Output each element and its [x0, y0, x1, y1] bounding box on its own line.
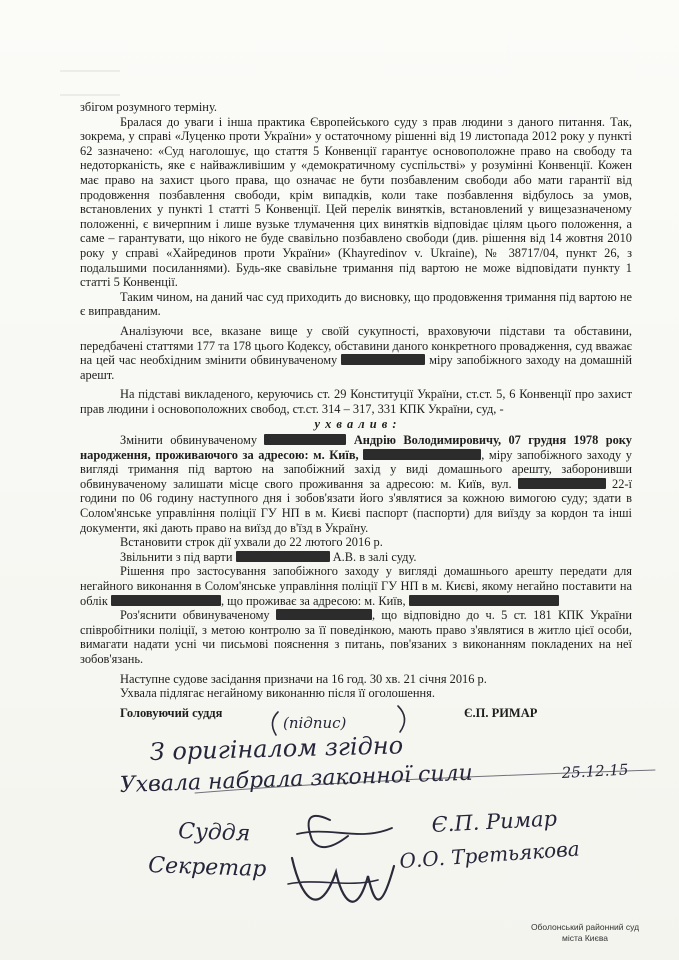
judge-name-handwritten: Є.П. Римар: [431, 806, 558, 837]
change-measure-tail: , міру запобіжного заходу у вигляді тримання під вартою на запобіжний захід у виді домашнього арешту, заборонивши обвинуваченому залишати місце свого проживання за адресою: м. Київ, вул.: [80, 447, 632, 491]
judge-signature-stroke: [297, 828, 392, 834]
secretary-label-handwritten: Секретар: [147, 853, 267, 883]
explain-tail: , що відповідно до ч. 5 ст. 181 КПК України співробітники поліції, з метою контролю за її поведінкою, мають право з'являтися в житло цієї особи, вимагати надати усні чи письмові пояснення з питань, пов'язаних з виконанням покладених на неї зобов'язань.: [80, 608, 632, 666]
signed-mark-right-paren: [398, 706, 405, 732]
signed-mark-text: (підпис): [283, 714, 347, 732]
execution-text: Рішення про застосування запобіжного заходу у вигляді домашнього арешту передати для негайного виконання в Солом'янське управління поліції ГУ НП в м. Києві, якому негайно поставити на облік: [80, 564, 632, 608]
stamp-line-city: міста Києва: [561, 933, 609, 943]
change-measure-name: Андрію Володимировичу, 07 грудня 1978 року народження, проживаючого за адресою: м. Київ,: [80, 433, 632, 462]
ruled-heading: у х в а л и в :: [314, 417, 398, 432]
release-text: Звільнити з під варти: [120, 549, 233, 564]
analysis-text: Аналізуючи все, вказане вище у своїй сукупності, враховуючи підстави та обставини, передбачені статтями 177 та 178 цього Кодексу, обставини даного конкретного провадження, суд вважає на цей час необхідним змінити обвинуваченому: [80, 323, 632, 368]
paragraph-0: збігом розумного терміну.: [80, 100, 217, 114]
paragraph-conclusion: Таким чином, на даний час суд приходить до висновку, що продовження тримання під вартою не є виправданим.: [80, 289, 632, 319]
entered-into-force-text: Ухвала набрала законної сили: [119, 760, 474, 798]
paragraph-legal-basis: На підставі викладеного, керуючись ст. 29 Конституції України, ст.ст. 5, 6 Конвенції про захист прав людини і основоположних свобод, ст.ст. 314 – 317, 331 КПК України, суд, -: [80, 387, 632, 416]
paragraph-effect: Ухвала підлягає негайному виконанню після її оголошення.: [120, 686, 435, 701]
judge-label-handwritten: Суддя: [177, 819, 251, 847]
paragraph-term: Встановити строк дії ухвали до 22 лютого 2016 р.: [120, 535, 383, 550]
paragraph-echr: Бралася до уваги і інша практика Європейського суду з прав людини з даного питання. Так, зокрема, у справі «Луценко проти України» у остаточному рішенні від 19 листопада 2012 року у пункті 62 зазначено: «Суд наголошує, що стаття 5 Конвенції гарантує основоположне право на свободу та недоторканість, яке є найважливішим у «демократичному суспільстві» у розумінні Конвенції. Кожен має право на захист цього права, що означає не бути позбавленим свободи або мати гарантії від продовження позбавлення свободи, крім випадків, коли таке позбавлення відбулось за умов, встановлених у пункті 1 статті 5 Конвенції. Цей перелік винятків, встановлений у вищезазначеному положенні, є вичерпним і лише вузьке тлумачення цих винятків відповідає цілям цього положення, а саме – гарантувати, що нікого не буде свавільно позбавлено свободи (див. рішення від 14 жовтня 2010 року у справі «Хайрединов проти України» (Khayredinov v. Ukraine), № 38717/04, пункт 26, з подальшими посиланнями). Будь-яке свавільне тримання під вартою не може відповідати пункту 1 статті 5 Конвенції.: [80, 114, 632, 290]
presiding-judge-name: Є.П. РИМАР: [464, 706, 538, 720]
analysis-tail: міру запобіжного заходу на домашній арешт.: [80, 353, 632, 382]
presiding-judge-title: Головуючий суддя: [120, 706, 223, 720]
explain-text: Роз'яснити обвинуваченому: [120, 608, 270, 623]
stamp-line-court: Оболонський районний суд: [530, 922, 640, 932]
certified-copy-text: З оригіналом згідно: [149, 731, 404, 766]
signed-mark-left-paren: [272, 712, 278, 735]
court-stamp: [500, 922, 670, 944]
release-tail: А.В. в залі суду.: [332, 549, 417, 564]
secretary-name-handwritten: О.О. Третьякова: [398, 836, 581, 873]
change-measure-text: Змінити обвинуваченому: [120, 433, 258, 448]
change-measure-end: 22-ї години по 06 годину наступного дня і зобов'язати його з'являтися за кожною вимогою суду; здати в Солом'янське управління поліції ГУ НП в м. Києві паспорт (паспорти) для виїзду за кордон та інші документи, які дають право на виїзд до в'їзд в Україну.: [80, 476, 632, 535]
execution-tail: , що проживає за адресою: м. Київ,: [220, 593, 406, 608]
paragraph-next-hearing: Наступне судове засідання призначи на 16 год. 30 хв. 21 січня 2016 р.: [120, 671, 487, 686]
certification-date: 25.12.15: [561, 760, 629, 782]
